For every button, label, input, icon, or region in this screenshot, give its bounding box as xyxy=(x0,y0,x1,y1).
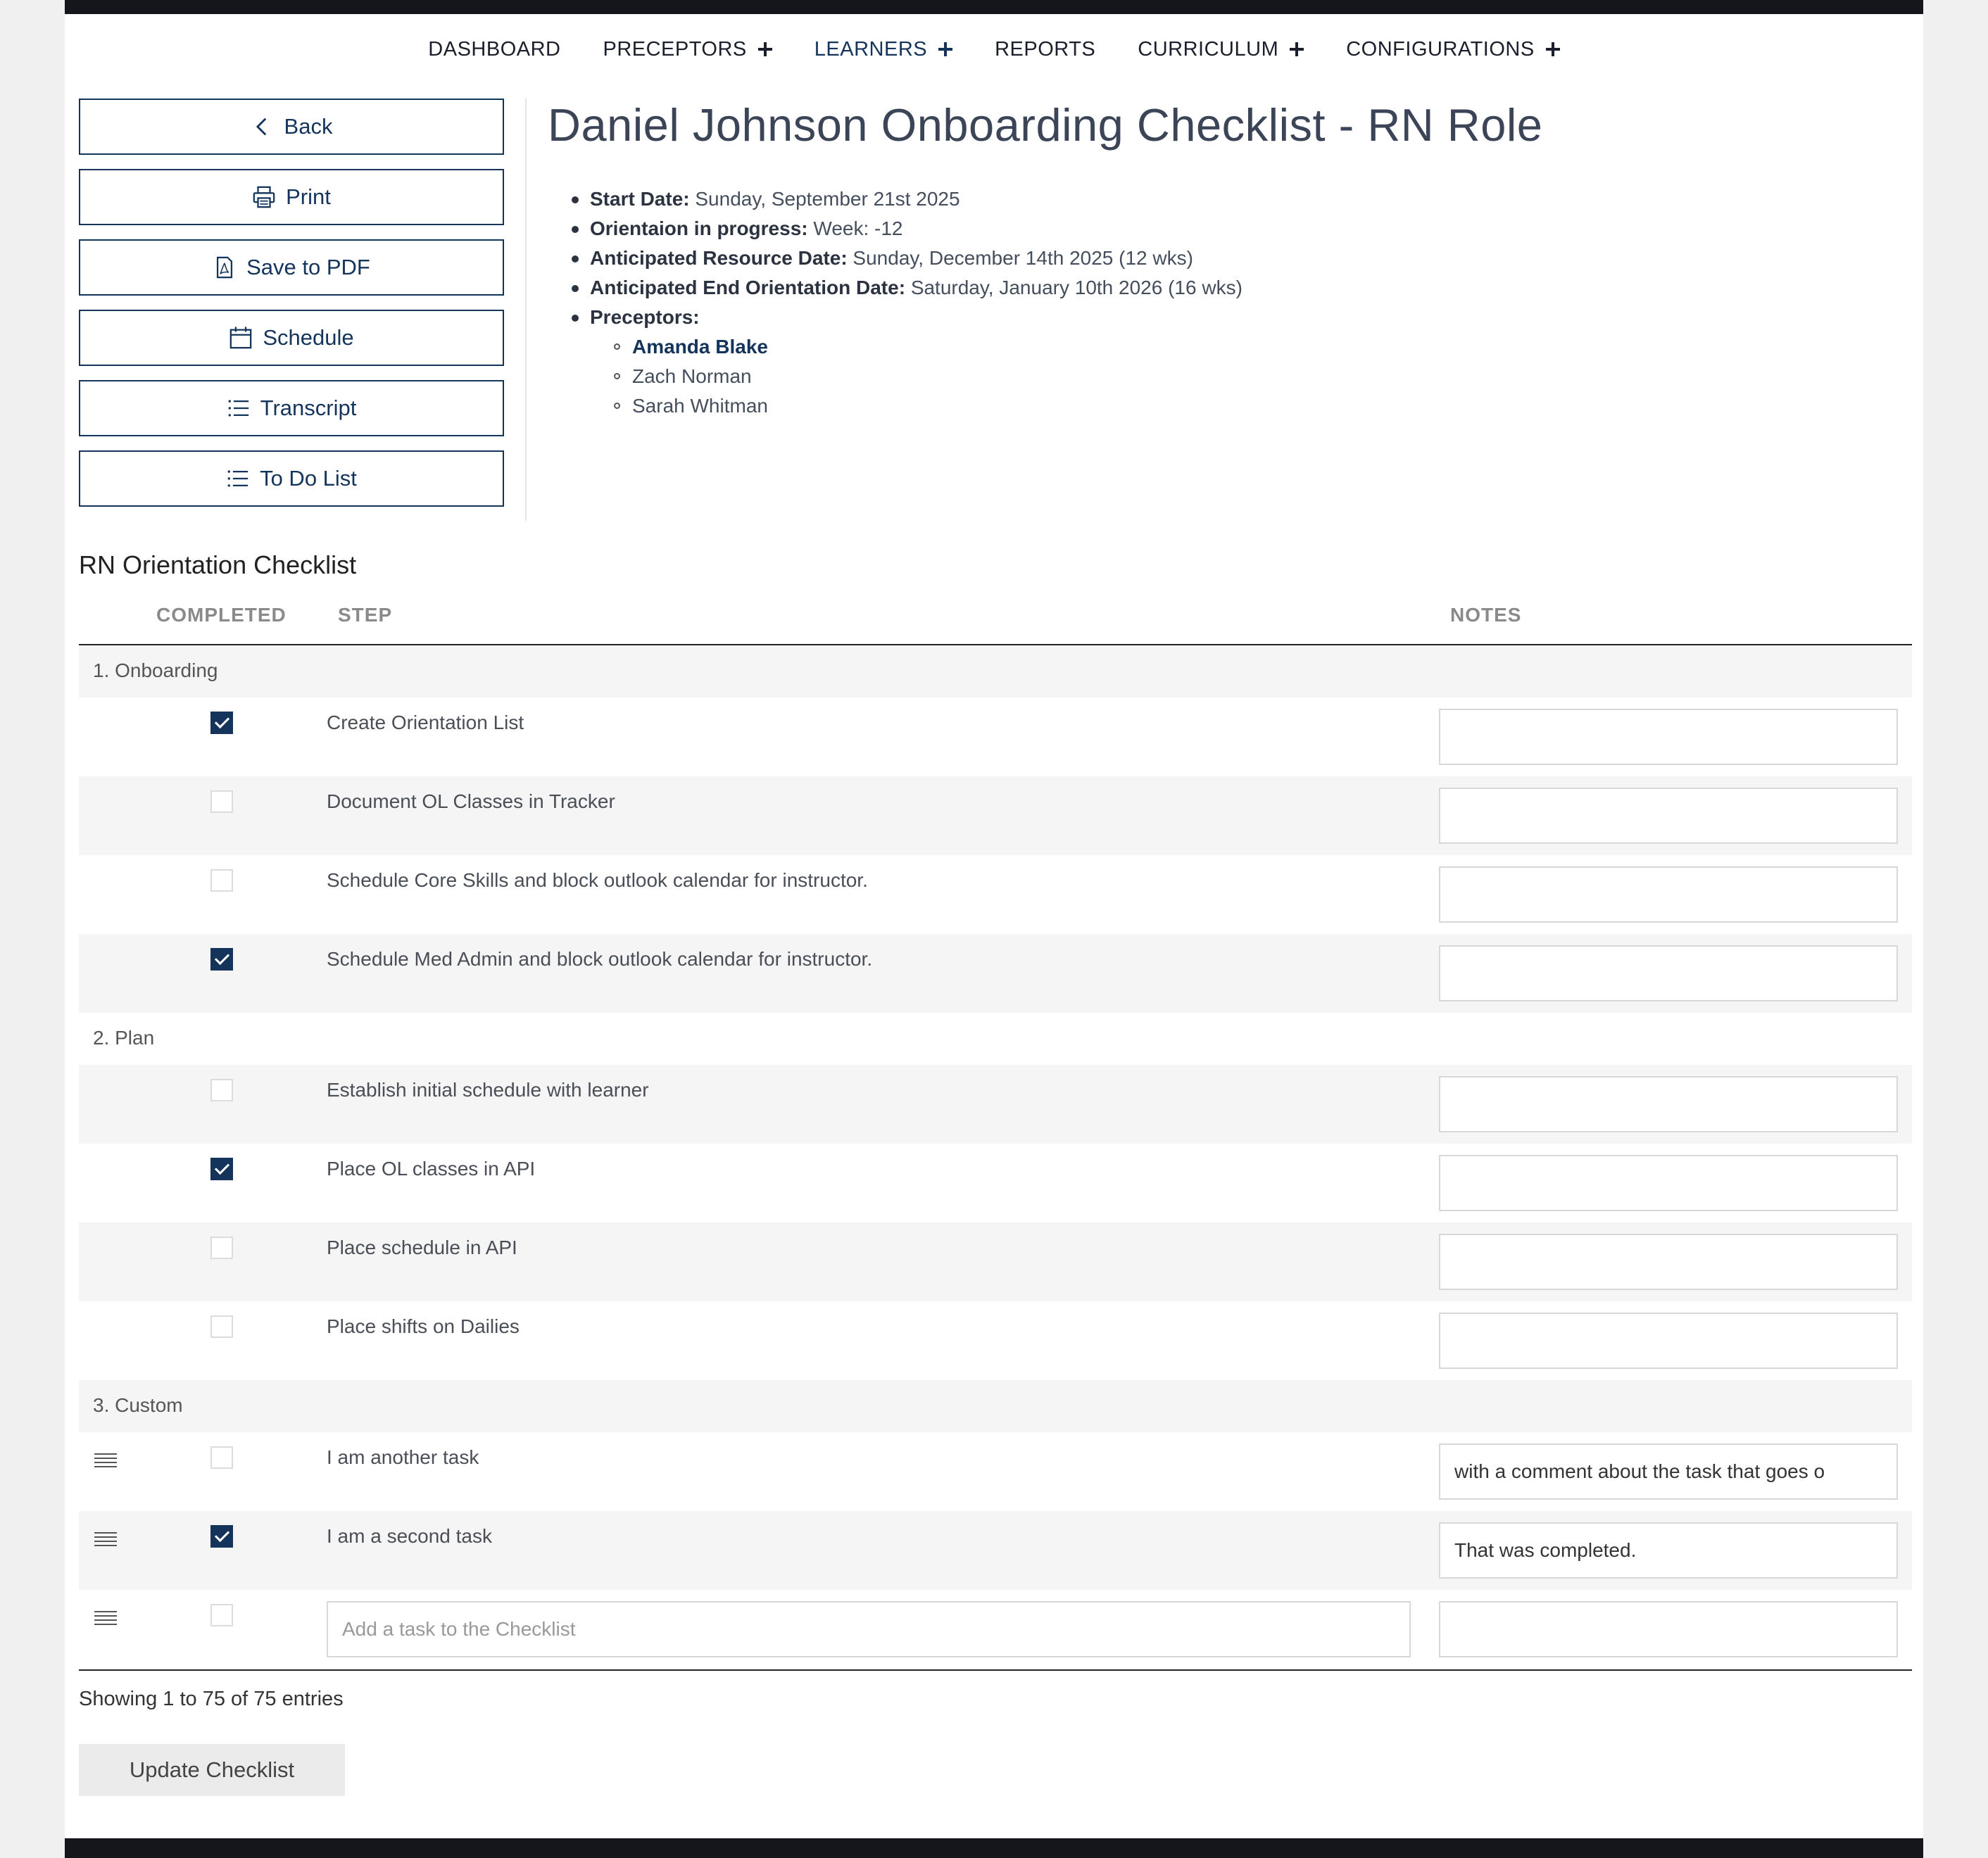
nav-label: PRECEPTORS xyxy=(603,37,747,61)
printer-icon xyxy=(252,185,276,209)
plus-icon[interactable] xyxy=(938,42,952,56)
table-row xyxy=(79,934,1912,1013)
notes-field[interactable] xyxy=(1439,788,1898,844)
column-header-step: STEP xyxy=(338,604,393,626)
table-row xyxy=(79,1432,1912,1511)
preceptor-list xyxy=(590,332,1242,421)
column-header-completed: COMPLETED xyxy=(156,604,287,626)
chevron-left-icon xyxy=(251,115,275,139)
progress-value: Week: -12 xyxy=(813,217,903,239)
schedule-button[interactable] xyxy=(79,310,504,366)
completed-checkbox[interactable] xyxy=(210,1158,233,1180)
todo-list-label: To Do List xyxy=(260,466,357,491)
notes-field[interactable] xyxy=(1439,1155,1898,1211)
list-icon xyxy=(227,396,251,420)
learner-info xyxy=(548,184,1242,421)
save-pdf-label: Save to PDF xyxy=(246,255,370,279)
group-row xyxy=(79,1380,1912,1432)
nav-label: CURRICULUM xyxy=(1138,37,1279,61)
checklist-table xyxy=(79,645,1912,1669)
table-row xyxy=(79,1222,1912,1301)
completed-checkbox[interactable] xyxy=(210,790,233,813)
notes-field[interactable] xyxy=(1439,1076,1898,1132)
step-text: Schedule Med Admin and block outlook calendar for instructor. xyxy=(327,948,873,970)
main-nav xyxy=(65,35,1923,63)
step-text: Establish initial schedule with learner xyxy=(327,1079,649,1101)
preceptor-name: Sarah Whitman xyxy=(632,391,1242,421)
back-label: Back xyxy=(284,114,333,139)
column-header-notes: NOTES xyxy=(1450,604,1522,626)
vertical-divider xyxy=(525,99,527,521)
nav-configurations[interactable] xyxy=(1346,38,1559,61)
plus-icon[interactable] xyxy=(758,42,772,56)
pdf-file-icon xyxy=(213,255,237,279)
transcript-button[interactable] xyxy=(79,380,504,436)
completed-checkbox[interactable] xyxy=(210,1446,233,1469)
progress-item xyxy=(590,214,1242,244)
end-date-item xyxy=(590,273,1242,303)
group-label: 1. Onboarding xyxy=(93,659,218,681)
completed-checkbox[interactable] xyxy=(210,1604,233,1626)
save-pdf-button[interactable] xyxy=(79,239,504,296)
completed-checkbox[interactable] xyxy=(210,1525,233,1548)
completed-checkbox[interactable] xyxy=(210,948,233,971)
notes-field[interactable] xyxy=(1439,866,1898,923)
notes-field[interactable] xyxy=(1439,945,1898,1001)
step-text: Place schedule in API xyxy=(327,1237,517,1258)
step-text: Schedule Core Skills and block outlook calendar for instructor. xyxy=(327,869,868,891)
start-date-value: Sunday, September 21st 2025 xyxy=(695,188,960,210)
table-row xyxy=(79,776,1912,855)
table-row xyxy=(79,1511,1912,1590)
completed-checkbox[interactable] xyxy=(210,712,233,734)
completed-checkbox[interactable] xyxy=(210,1315,233,1338)
progress-label: Orientaion in progress: xyxy=(590,217,808,239)
nav-dashboard[interactable] xyxy=(428,38,560,61)
list-icon xyxy=(226,467,250,491)
preceptor-name: Amanda Blake xyxy=(632,332,1242,362)
sidebar-actions xyxy=(79,99,504,521)
nav-label: CONFIGURATIONS xyxy=(1346,37,1535,61)
entries-info: Showing 1 to 75 of 75 entries xyxy=(79,1688,344,1710)
step-text: I am a second task xyxy=(327,1525,493,1547)
step-text: I am another task xyxy=(327,1446,479,1468)
drag-handle-icon[interactable] xyxy=(94,1532,117,1549)
transcript-label: Transcript xyxy=(260,396,357,420)
todo-list-button[interactable] xyxy=(79,450,504,507)
nav-learners[interactable] xyxy=(814,38,952,61)
page xyxy=(65,0,1923,1858)
preceptors-label: Preceptors: xyxy=(590,306,700,328)
nav-label: REPORTS xyxy=(995,37,1096,61)
completed-checkbox[interactable] xyxy=(210,1237,233,1259)
notes-field[interactable] xyxy=(1439,1601,1898,1657)
notes-field[interactable] xyxy=(1439,709,1898,765)
end-date-value: Saturday, January 10th 2026 (16 wks) xyxy=(910,277,1242,298)
step-text: Create Orientation List xyxy=(327,712,524,733)
notes-field[interactable] xyxy=(1439,1522,1898,1579)
top-bar xyxy=(65,0,1923,14)
checklist-title: RN Orientation Checklist xyxy=(79,550,357,579)
table-row xyxy=(79,1301,1912,1380)
step-text: Document OL Classes in Tracker xyxy=(327,790,615,812)
back-button[interactable] xyxy=(79,99,504,155)
completed-checkbox[interactable] xyxy=(210,869,233,892)
plus-icon[interactable] xyxy=(1290,42,1304,56)
table-row xyxy=(79,1144,1912,1222)
nav-curriculum[interactable] xyxy=(1138,38,1304,61)
group-label: 3. Custom xyxy=(93,1394,183,1416)
drag-handle-icon[interactable] xyxy=(94,1611,117,1628)
notes-field[interactable] xyxy=(1439,1234,1898,1290)
print-label: Print xyxy=(286,184,331,209)
group-row xyxy=(79,1013,1912,1065)
table-footer-rule xyxy=(79,1669,1912,1671)
print-button[interactable] xyxy=(79,169,504,225)
drag-handle-icon[interactable] xyxy=(94,1453,117,1470)
step-text: Place OL classes in API xyxy=(327,1158,536,1180)
nav-label: LEARNERS xyxy=(814,37,928,61)
preceptor-name: Zach Norman xyxy=(632,362,1242,391)
step-text: Place shifts on Dailies xyxy=(327,1315,520,1337)
resource-date-value: Sunday, December 14th 2025 (12 wks) xyxy=(853,247,1193,269)
nav-label: DASHBOARD xyxy=(428,37,561,61)
start-date-label: Start Date: xyxy=(590,188,690,210)
add-task-row xyxy=(79,1590,1912,1669)
schedule-label: Schedule xyxy=(263,325,354,350)
table-row xyxy=(79,697,1912,776)
page-title: Daniel Johnson Onboarding Checklist - RN Role xyxy=(548,99,1543,151)
add-task-input[interactable] xyxy=(327,1601,1411,1657)
group-label: 2. Plan xyxy=(93,1027,155,1049)
table-row xyxy=(79,855,1912,934)
completed-checkbox[interactable] xyxy=(210,1079,233,1101)
start-date-item xyxy=(590,184,1242,214)
calendar-icon xyxy=(229,326,253,350)
update-checklist-button[interactable]: Update Checklist xyxy=(79,1744,345,1796)
nav-reports[interactable] xyxy=(995,38,1095,61)
group-row xyxy=(79,645,1912,697)
preceptors-item xyxy=(590,303,1242,421)
resource-date-item xyxy=(590,244,1242,273)
resource-date-label: Anticipated Resource Date: xyxy=(590,247,848,269)
notes-field[interactable] xyxy=(1439,1313,1898,1369)
plus-icon[interactable] xyxy=(1546,42,1560,56)
nav-preceptors[interactable] xyxy=(603,38,772,61)
footer-bar xyxy=(65,1838,1923,1858)
notes-field[interactable] xyxy=(1439,1443,1898,1500)
table-row xyxy=(79,1065,1912,1144)
end-date-label: Anticipated End Orientation Date: xyxy=(590,277,906,298)
